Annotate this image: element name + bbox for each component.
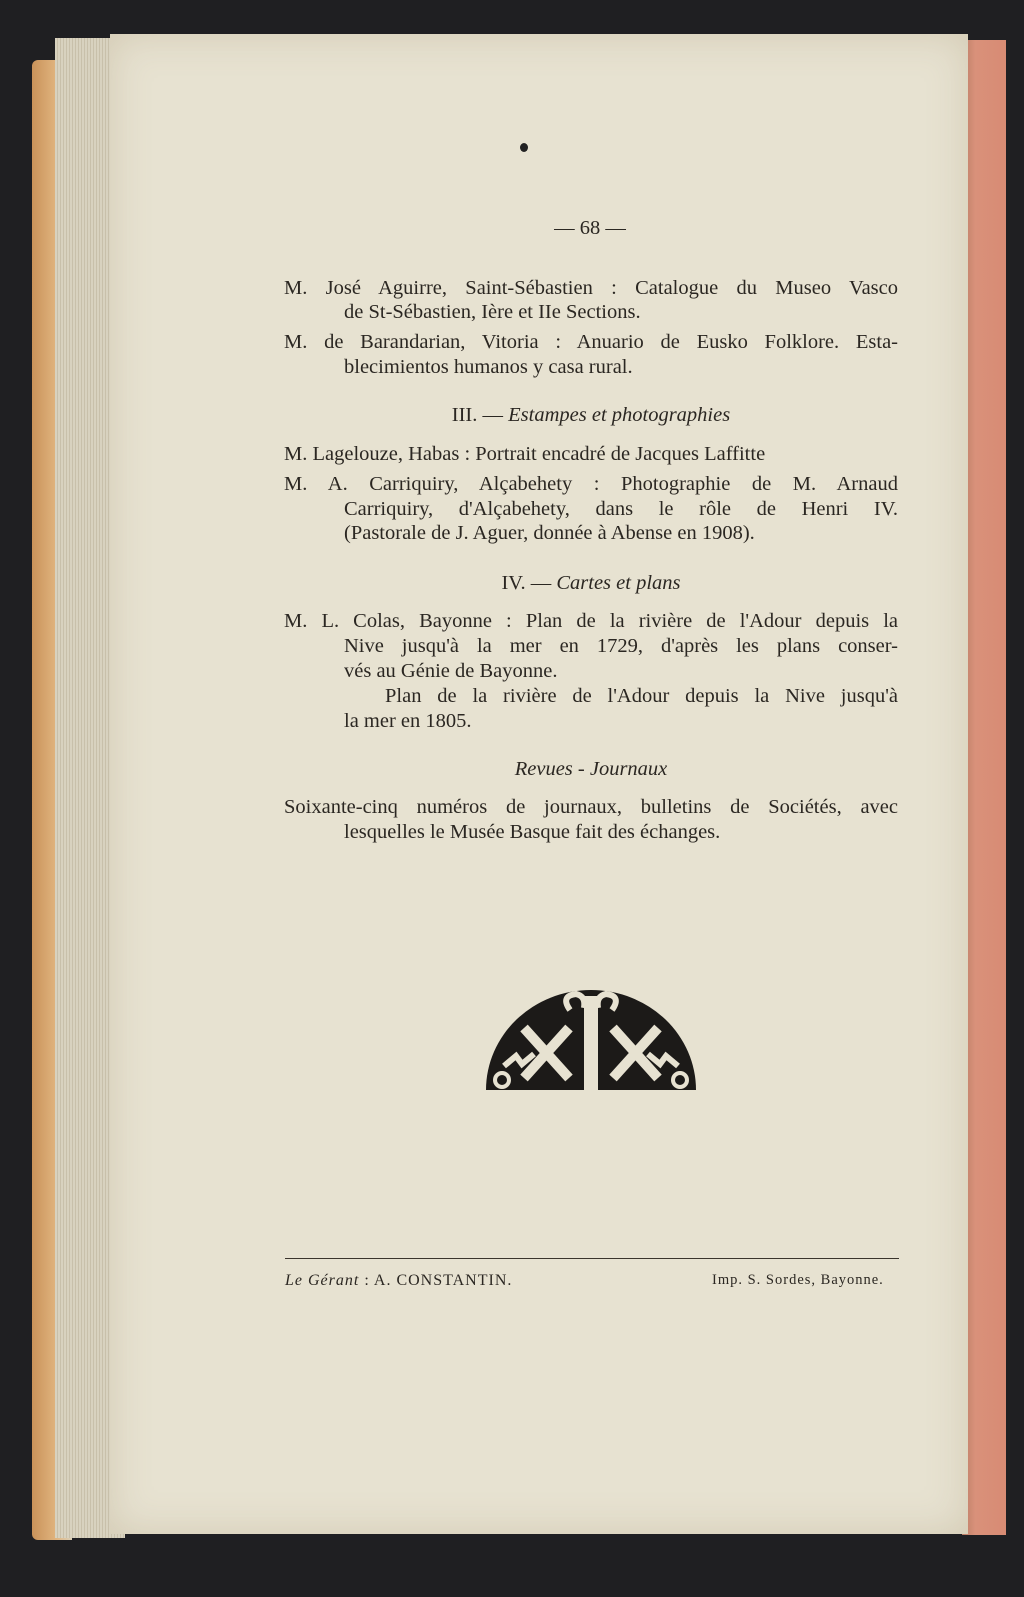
entry-line: M. A. Carriquiry, Alçabehety : Photographie de M. Arnaud [284,473,898,495]
entry-line: M. José Aguirre, Saint-Sébastien : Catalogue du Museo Vasco [284,277,898,299]
entry-line: M. Lagelouze, Habas : Portrait encadré de Jacques Laffitte [284,443,766,465]
footer-printer: Imp. S. Sordes, Bayonne. [712,1272,884,1288]
section-number: III. — [451,404,504,426]
entry-line: M. L. Colas, Bayonne : Plan de la rivière de l'Adour depuis la [284,610,898,632]
basque-ornament-icon [484,988,698,1092]
footer-gerant [285,1272,512,1290]
section-number: IV. — [501,572,552,594]
entry-line: la mer en 1805. [344,710,472,732]
entry-line: vés au Génie de Bayonne. [344,660,558,682]
entry-line: de St-Sébastien, Ière et IIe Sections. [344,301,641,323]
section-heading-4 [284,571,898,595]
entry-line: (Pastorale de J. Aguer, donnée à Abense en 1908). [344,522,755,544]
entry-line: Carriquiry, d'Alçabehety, dans le rôle de Henri IV. [344,498,898,520]
book-edge-right [962,40,1006,1535]
section-heading-revues: Revues - Journaux [514,758,668,780]
entry-line: lesquelles le Musée Basque fait des échanges. [344,821,721,843]
gerant-name: : A. CONSTANTIN. [364,1272,513,1289]
footer-rule [285,1258,899,1259]
section-heading-3 [284,403,898,427]
section-title: Cartes et plans [556,572,681,594]
entry-line: Plan de la rivière de l'Adour depuis la Nive jusqu'à [385,685,898,707]
book-page [110,34,968,1534]
section-title: Estampes et photographies [508,404,731,426]
page-number: — 68 — [554,217,626,239]
entry-line: blecimientos humanos y casa rural. [344,356,633,378]
entry-line: Nive jusqu'à la mer en 1729, d'après les plans conser- [344,635,898,657]
entry-line: M. de Barandarian, Vitoria : Anuario de Eusko Folklore. Esta- [284,331,898,353]
ink-spot [520,143,528,152]
entry-line: Soixante-cinq numéros de journaux, bulletins de Sociétés, avec [284,796,898,818]
gerant-label: Le Gérant [285,1272,360,1289]
